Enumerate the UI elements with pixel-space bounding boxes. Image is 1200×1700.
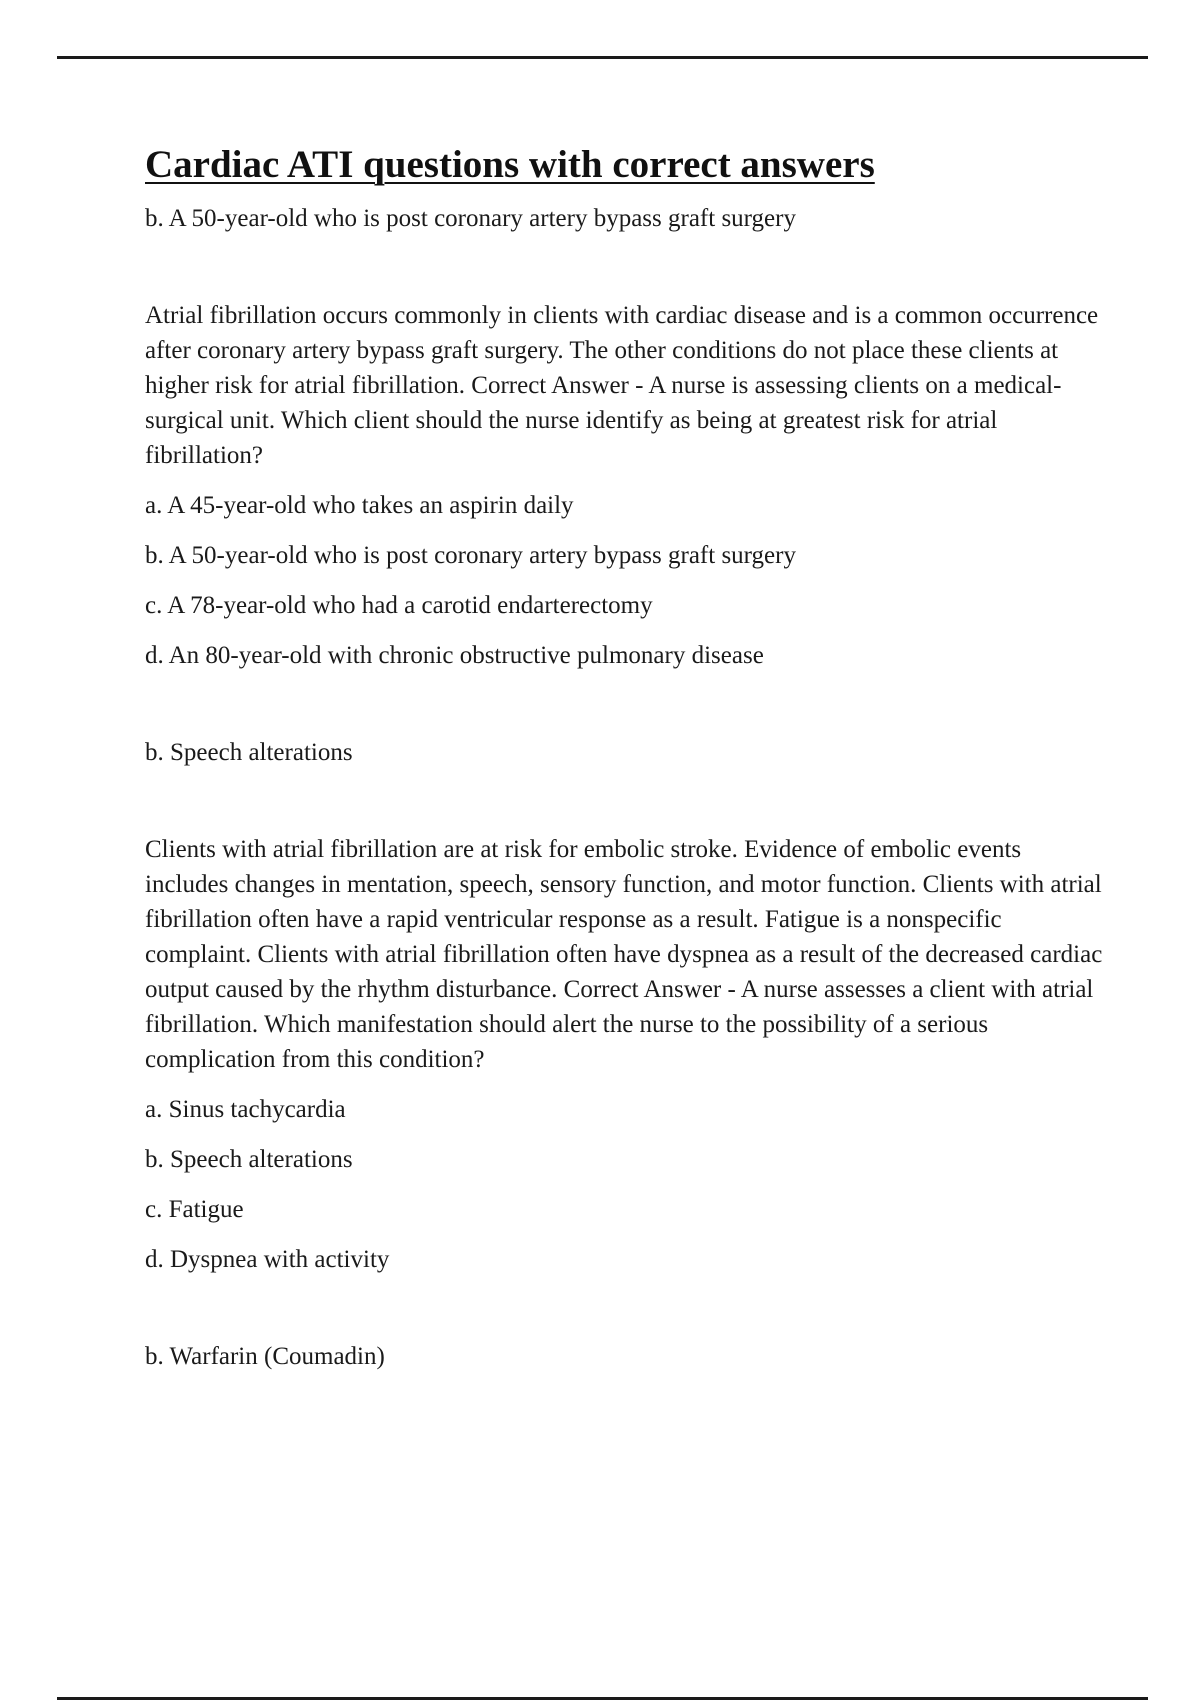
answer-2: b. Speech alterations	[145, 739, 353, 766]
document-title: Cardiac ATI questions with correct answers	[145, 143, 875, 186]
rationale-2: Clients with atrial fibrillation are at risk for embolic stroke. Evidence of embolic events includes changes in mentation, speech, sensory function, and motor function. Clients with atrial fibrillation often have a rapid ventricular response as a result. Fatigue is a nonspecific complaint. Clients with atrial fibrillation often have dyspnea as a result of the decreased cardiac output caused by the rhythm disturbance. Correct Answer - A nurse assesses a client with atrial fibrillation. Which manifestation should alert the nurse to the possibility of a serious complication from this condition?	[145, 836, 1103, 1073]
option-1d: d. An 80-year-old with chronic obstructive pulmonary disease	[145, 642, 764, 669]
answer-1: b. A 50-year-old who is post coronary artery bypass graft surgery	[145, 205, 796, 232]
option-2b: b. Speech alterations	[145, 1146, 353, 1173]
option-1a: a. A 45-year-old who takes an aspirin daily	[145, 492, 574, 519]
answer-3: b. Warfarin (Coumadin)	[145, 1343, 385, 1370]
option-2d: d. Dyspnea with activity	[145, 1246, 390, 1273]
top-rule	[57, 56, 1148, 59]
option-2c: c. Fatigue	[145, 1196, 244, 1223]
option-2a: a. Sinus tachycardia	[145, 1096, 346, 1123]
option-1b: b. A 50-year-old who is post coronary artery bypass graft surgery	[145, 542, 796, 569]
option-1c: c. A 78-year-old who had a carotid endarterectomy	[145, 592, 653, 619]
rationale-1: Atrial fibrillation occurs commonly in clients with cardiac disease and is a common occurrence after coronary artery bypass graft surgery. The other conditions do not place these clients at higher risk for atrial fibrillation. Correct Answer - A nurse is assessing clients on a medical-surgical unit. Which client should the nurse identify as being at greatest risk for atrial fibrillation?	[145, 302, 1099, 469]
document-body	[145, 142, 1105, 1374]
